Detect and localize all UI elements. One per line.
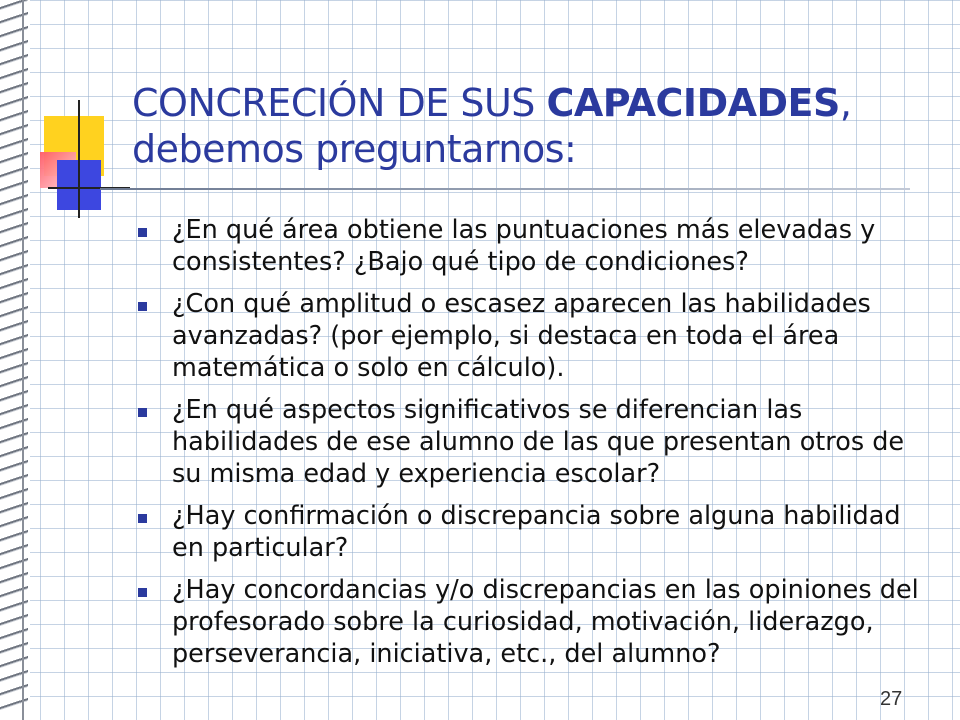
bullet-item	[134, 394, 924, 490]
binding-loops	[0, 0, 30, 720]
bullet-square-icon	[138, 588, 147, 597]
bullet-square-icon	[138, 302, 147, 311]
bullet-square-icon	[138, 408, 147, 417]
bullet-list	[134, 214, 924, 680]
bullet-text: ¿En qué área obtiene las puntuaciones más elevadas y consistentes? ¿Bajo qué tipo de condiciones?	[172, 215, 876, 277]
binding-spine	[22, 0, 24, 720]
bullet-text: ¿En qué aspectos significativos se diferencian las habilidades de ese alumno de las que presentan otros de su misma edad y experiencia escolar?	[172, 395, 905, 489]
bullet-item	[134, 574, 924, 670]
title-bold: CAPACIDADES	[546, 81, 840, 125]
bullet-item	[134, 214, 924, 278]
bullet-item	[134, 288, 924, 384]
logo-vertical-line	[78, 100, 80, 218]
title-part2: , debemos preguntarnos:	[132, 81, 852, 171]
bullet-square-icon	[138, 228, 147, 237]
bullet-text: ¿Hay confirmación o discrepancia sobre alguna habilidad en particular?	[172, 501, 901, 563]
title-divider	[100, 188, 910, 190]
bullet-item	[134, 500, 924, 564]
page-number: 27	[880, 688, 903, 710]
bullet-text: ¿Hay concordancias y/o discrepancias en las opiniones del profesorado sobre la curiosidad, motivación, liderazgo, perseverancia, iniciativa, etc., del alumno?	[172, 575, 919, 669]
title-part1: CONCRECIÓN DE SUS	[132, 81, 547, 125]
slide-title	[132, 80, 932, 172]
bullet-square-icon	[138, 514, 147, 523]
spiral-binding	[0, 0, 30, 720]
bullet-text: ¿Con qué amplitud o escasez aparecen las habilidades avanzadas? (por ejemplo, si destaca en toda el área matemática o solo en cálculo).	[172, 289, 871, 383]
colored-squares-logo	[40, 100, 130, 220]
